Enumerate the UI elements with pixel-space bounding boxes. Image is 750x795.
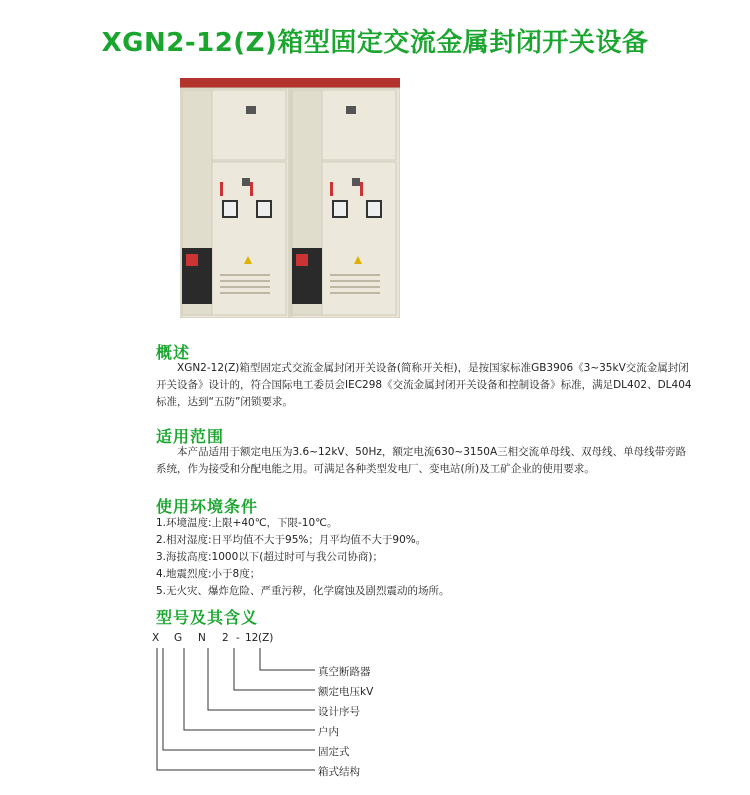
meaning-vacuum-breaker: 真空断路器 [318, 666, 371, 678]
list-item: 1.环境温度:上限+40℃，下限-10℃。 [156, 517, 338, 529]
environment-heading: 使用环境条件 [156, 497, 259, 516]
list-item: 3.海拔高度:1000以下(超过时可与我公司协商)； [156, 551, 383, 563]
page-title: XGN2-12(Z)箱型固定交流金属封闭开关设备 [101, 28, 649, 58]
list-item: 5.无火灾、爆炸危险、严重污秽，化学腐蚀及剧烈震动的场所。 [156, 585, 450, 597]
meaning-design-serial: 设计序号 [318, 706, 360, 718]
list-item: 2.相对湿度:日平均值不大于95%；月平均值不大于90%。 [156, 534, 427, 546]
overview-heading: 概述 [156, 343, 191, 362]
model-code-char: (Z) [258, 632, 274, 644]
model-code-char: G [174, 632, 183, 644]
model-code-char: X [152, 632, 160, 644]
model-heading: 型号及其含义 [156, 608, 259, 627]
model-code-char: 2 [222, 632, 229, 644]
model-legend-lines [150, 640, 320, 780]
meaning-indoor: 户内 [318, 726, 339, 738]
meaning-fixed-type: 固定式 [318, 746, 350, 758]
scope-text: 本产品适用于额定电压为3.6~12kV、50Hz，额定电流630~3150A三相交流单母线、双母线、单母线带旁路系统，作为接受和分配电能之用。可满足各种类型发电厂、变电站(所)及工矿企业的使用要求。 [156, 446, 687, 475]
overview-text: XGN2-12(Z)箱型固定式交流金属封闭开关设备(简称开关柜)，是按国家标准GB3906《3~35kV交流金属封闭开关设备》设计的，符合国际电工委员会IEC298《交流金属封闭开关设备和控制设备》标准，满足DL402、DL404标准，达到“五防”闭锁要求。 [156, 362, 692, 408]
environment-list [156, 515, 696, 600]
switchgear-cabinet-image [180, 78, 400, 318]
model-code-char: - [236, 632, 240, 644]
meaning-rated-voltage: 额定电压kV [318, 686, 374, 698]
list-item: 4.地震烈度:小于8度； [156, 568, 261, 580]
model-code-char: 12 [245, 632, 259, 644]
meaning-box-structure: 箱式结构 [318, 766, 360, 778]
scope-heading: 适用范围 [156, 427, 225, 446]
model-code-char: N [198, 632, 206, 644]
